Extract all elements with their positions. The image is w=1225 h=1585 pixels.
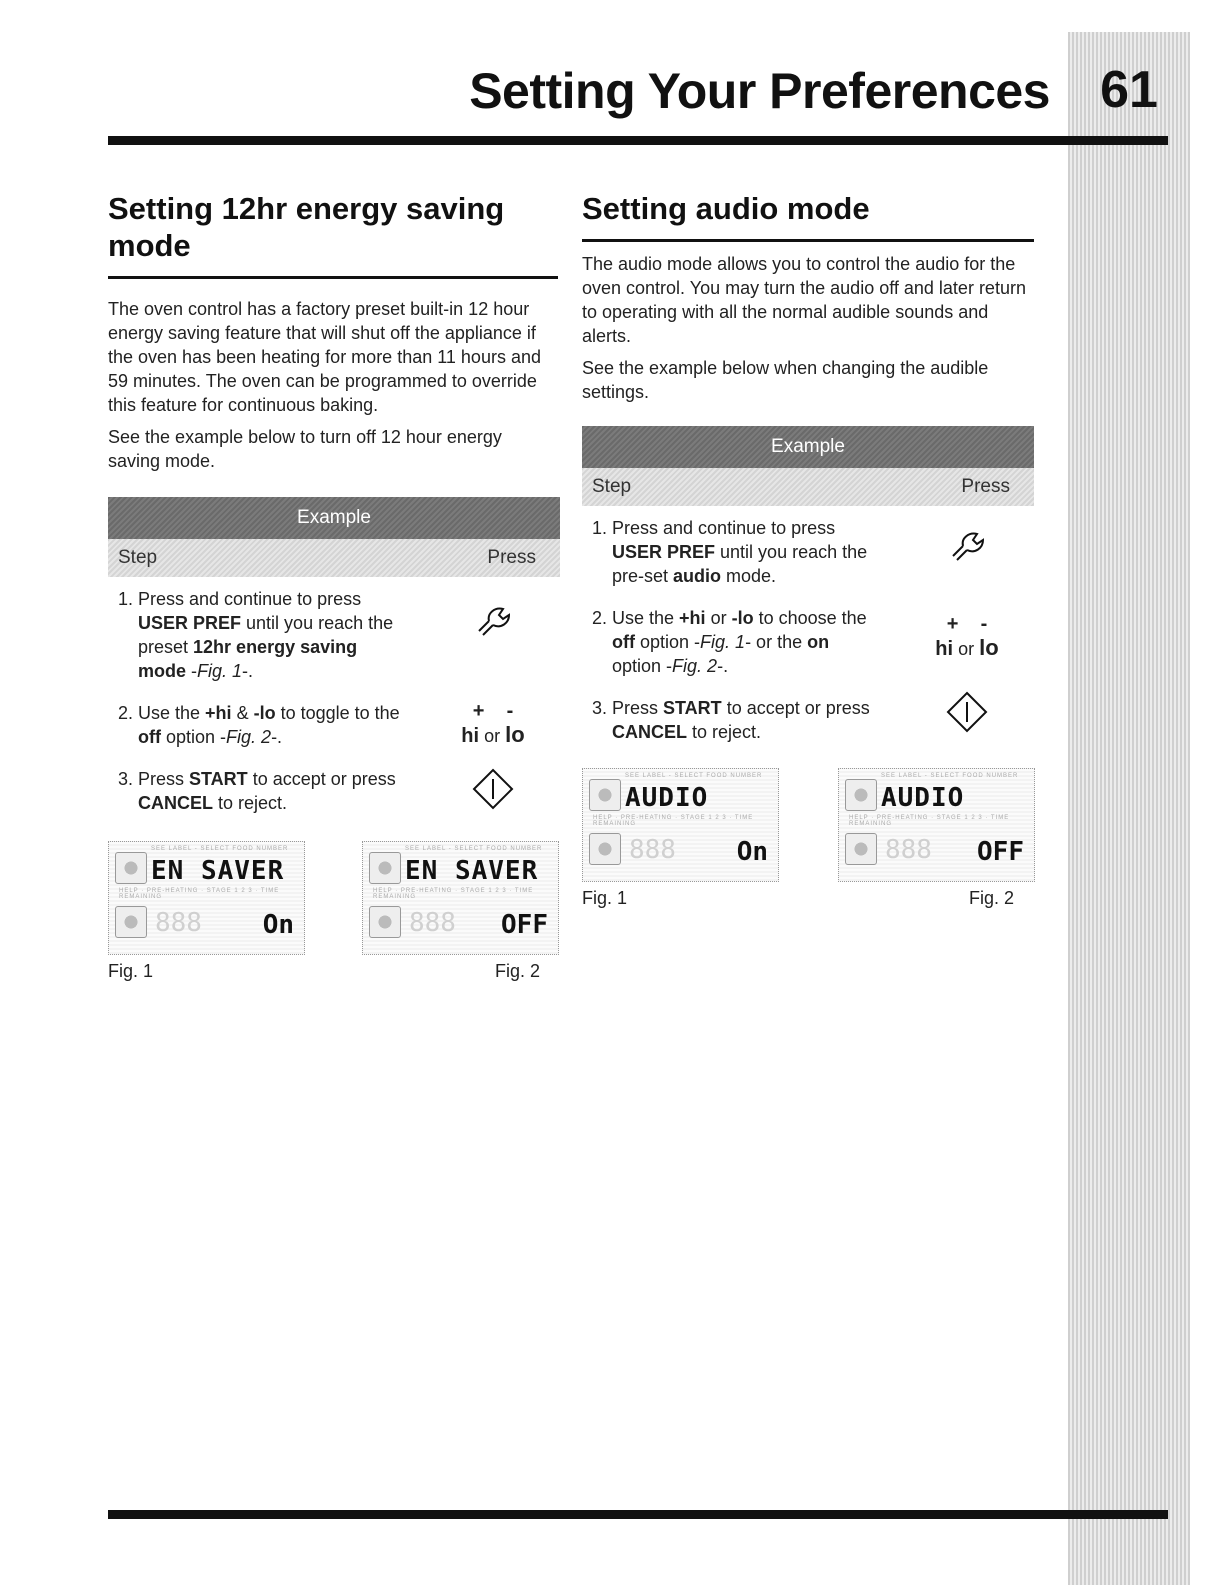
page-number: 61 xyxy=(1100,61,1158,119)
example-column-headers xyxy=(108,539,560,577)
audio-step-3: 3. Press START to accept or press CANCEL to reject. xyxy=(582,696,1034,744)
display-panel-fig2: SEE LABEL - SELECT FOOD NUMBER AUDIO HELP · PRE-HEATING · STAGE 1 2 3 · TIME REMAINING 888 OFF xyxy=(838,768,1035,882)
fan-icon xyxy=(589,833,621,865)
wrench-hand-icon xyxy=(947,526,987,566)
audio-example-table xyxy=(582,426,1034,912)
hi-lo-buttons[interactable]: + - hi or lo xyxy=(461,700,525,747)
display-panel-fig2: SEE LABEL - SELECT FOOD NUMBER EN SAVER HELP · PRE-HEATING · STAGE 1 2 3 · TIME REMAINING 888 OFF xyxy=(362,841,559,955)
page-side-tab xyxy=(1068,32,1190,1585)
display-value: On xyxy=(262,910,294,940)
audio-intro-text: The audio mode allows you to control the audio for the oven control. You may turn the audio off and later return to operating with all the normal audible sounds and alerts. xyxy=(582,254,1026,346)
fan-icon xyxy=(115,906,147,938)
fig-1-caption: Fig. 1 xyxy=(108,961,154,981)
audio-step-2: 2. Use the +hi or -lo to choose the off option -Fig. 1- or the on option -Fig. 2-. + - hi or lo xyxy=(582,606,1034,678)
fig-1-caption: Fig. 1 xyxy=(582,888,628,908)
audio-display-panels xyxy=(582,768,1034,888)
energy-saving-section xyxy=(108,190,558,985)
energy-step-1: 1. Press and continue to press USER PREF until you reach the preset 12hr energy saving mode -Fig. 1-. xyxy=(108,587,560,683)
wrench-hand-icon xyxy=(473,601,513,641)
energy-example-table xyxy=(108,497,560,985)
energy-step-2: 2. Use the +hi & -lo to toggle to the off option -Fig. 2-. + - hi or lo xyxy=(108,701,560,749)
figure-captions xyxy=(108,961,560,985)
start-button[interactable] xyxy=(448,767,538,817)
display-text: EN SAVER xyxy=(151,856,285,886)
display-value: OFF xyxy=(501,910,548,940)
energy-example-intro: See the example below to turn off 12 hour energy saving mode. xyxy=(108,427,502,471)
example-title: Example xyxy=(108,497,560,539)
footer-rule xyxy=(108,1510,1168,1519)
display-panel-fig1: SEE LABEL - SELECT FOOD NUMBER AUDIO HELP · PRE-HEATING · STAGE 1 2 3 · TIME REMAINING 888 On xyxy=(582,768,779,882)
example-title: Example xyxy=(582,426,1034,468)
fan-icon xyxy=(369,906,401,938)
start-diamond-icon xyxy=(471,767,515,811)
section-heading-audio: Setting audio mode xyxy=(582,191,870,226)
fig-2-caption: Fig. 2 xyxy=(494,961,540,981)
figure-captions xyxy=(582,888,1034,912)
fig-2-caption: Fig. 2 xyxy=(968,888,1014,908)
audio-mode-section xyxy=(582,190,1034,912)
display-text: AUDIO xyxy=(625,783,709,813)
fan-icon xyxy=(845,833,877,865)
step-column-label: Step xyxy=(118,547,158,568)
start-diamond-icon xyxy=(945,690,989,734)
page-title: Setting Your Preferences xyxy=(469,63,1050,119)
display-value: OFF xyxy=(977,837,1024,867)
audio-example-intro: See the example below when changing the audible settings. xyxy=(582,358,989,402)
brand-logo-icon xyxy=(369,852,401,884)
header-rule xyxy=(108,136,1168,145)
hi-lo-buttons[interactable]: + - hi or lo xyxy=(935,613,999,660)
energy-step-3: 3. Press START to accept or press CANCEL to reject. xyxy=(108,767,560,815)
section-rule xyxy=(108,276,558,279)
brand-logo-icon xyxy=(845,779,877,811)
user-pref-button[interactable] xyxy=(922,526,1012,572)
energy-intro-text: The oven control has a factory preset built-in 12 hour energy saving feature that will shut off the appliance if the oven has been heating for more than 11 hours and 59 minutes. The oven can be programmed to override this feature for continuous baking. xyxy=(108,299,541,415)
audio-step-1: 1. Press and continue to press USER PREF until you reach the pre-set audio mode. xyxy=(582,516,1034,588)
section-rule xyxy=(582,239,1034,242)
display-panel-fig1: SEE LABEL - SELECT FOOD NUMBER EN SAVER HELP · PRE-HEATING · STAGE 1 2 3 · TIME REMAINING 888 On xyxy=(108,841,305,955)
example-column-headers xyxy=(582,468,1034,506)
step-column-label: Step xyxy=(592,476,632,497)
display-value: On xyxy=(736,837,768,867)
display-text: AUDIO xyxy=(881,783,965,813)
press-column-label: Press xyxy=(487,547,536,568)
press-column-label: Press xyxy=(961,476,1010,497)
section-heading-energy: Setting 12hr energy saving mode xyxy=(108,191,505,263)
user-pref-button[interactable] xyxy=(448,601,538,647)
brand-logo-icon xyxy=(115,852,147,884)
start-button[interactable] xyxy=(922,690,1012,740)
brand-logo-icon xyxy=(589,779,621,811)
energy-display-panels xyxy=(108,841,560,961)
display-text: EN SAVER xyxy=(405,856,539,886)
